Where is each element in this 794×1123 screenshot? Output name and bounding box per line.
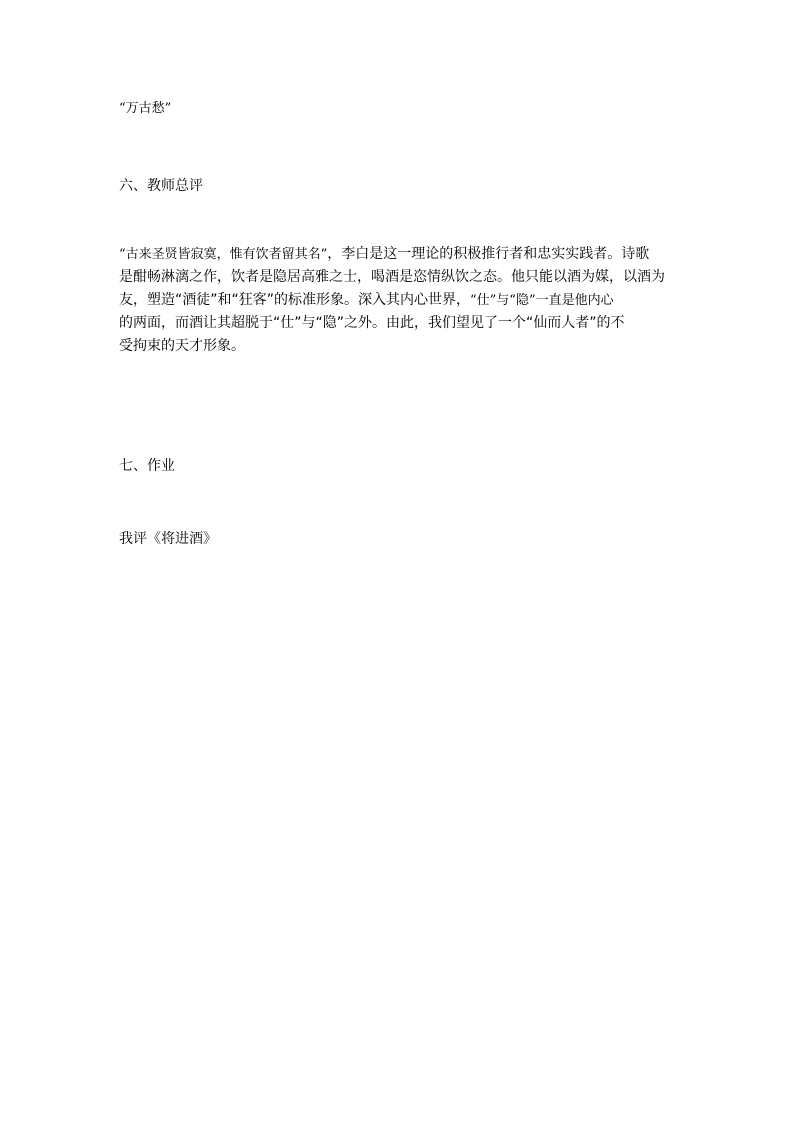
paragraph-line-1 — [119, 243, 679, 266]
paragraph-line-5: 受拘束的天才形象。 — [119, 338, 245, 354]
paragraph-line-3-serif: “仕”与“隐”一直是他内心 — [470, 293, 614, 308]
section-7-heading: 七、作业 — [119, 458, 175, 474]
homework-text: 我评《将进酒》 — [119, 531, 217, 547]
paragraph-line-4: 的两面，而酒让其超脱于“仕”与“隐”之外。由此，我们望见了一个“仙而人者”的不 — [119, 315, 625, 331]
paragraph-line-3-text: 友，塑造“酒徒”和“狂客”的标准形象。深入其内心世界， — [119, 292, 471, 308]
poem-quote: “古来圣贤皆寂寞，惟有饮者留其名” — [119, 247, 328, 262]
paragraph-line-1-text: ，李白是这一理论的积极推行者和忠实实践者。诗歌 — [327, 246, 650, 262]
paragraph-line-2: 是酣畅淋漓之作，饮者是隐居高雅之士，喝酒是恣情纵饮之态。他只能以酒为媒，以酒为 — [119, 269, 665, 285]
quote-line: “万古愁” — [119, 101, 172, 116]
teacher-summary-paragraph — [119, 243, 679, 358]
paragraph-line-3 — [119, 289, 679, 312]
section-6-heading: 六、教师总评 — [119, 178, 203, 194]
